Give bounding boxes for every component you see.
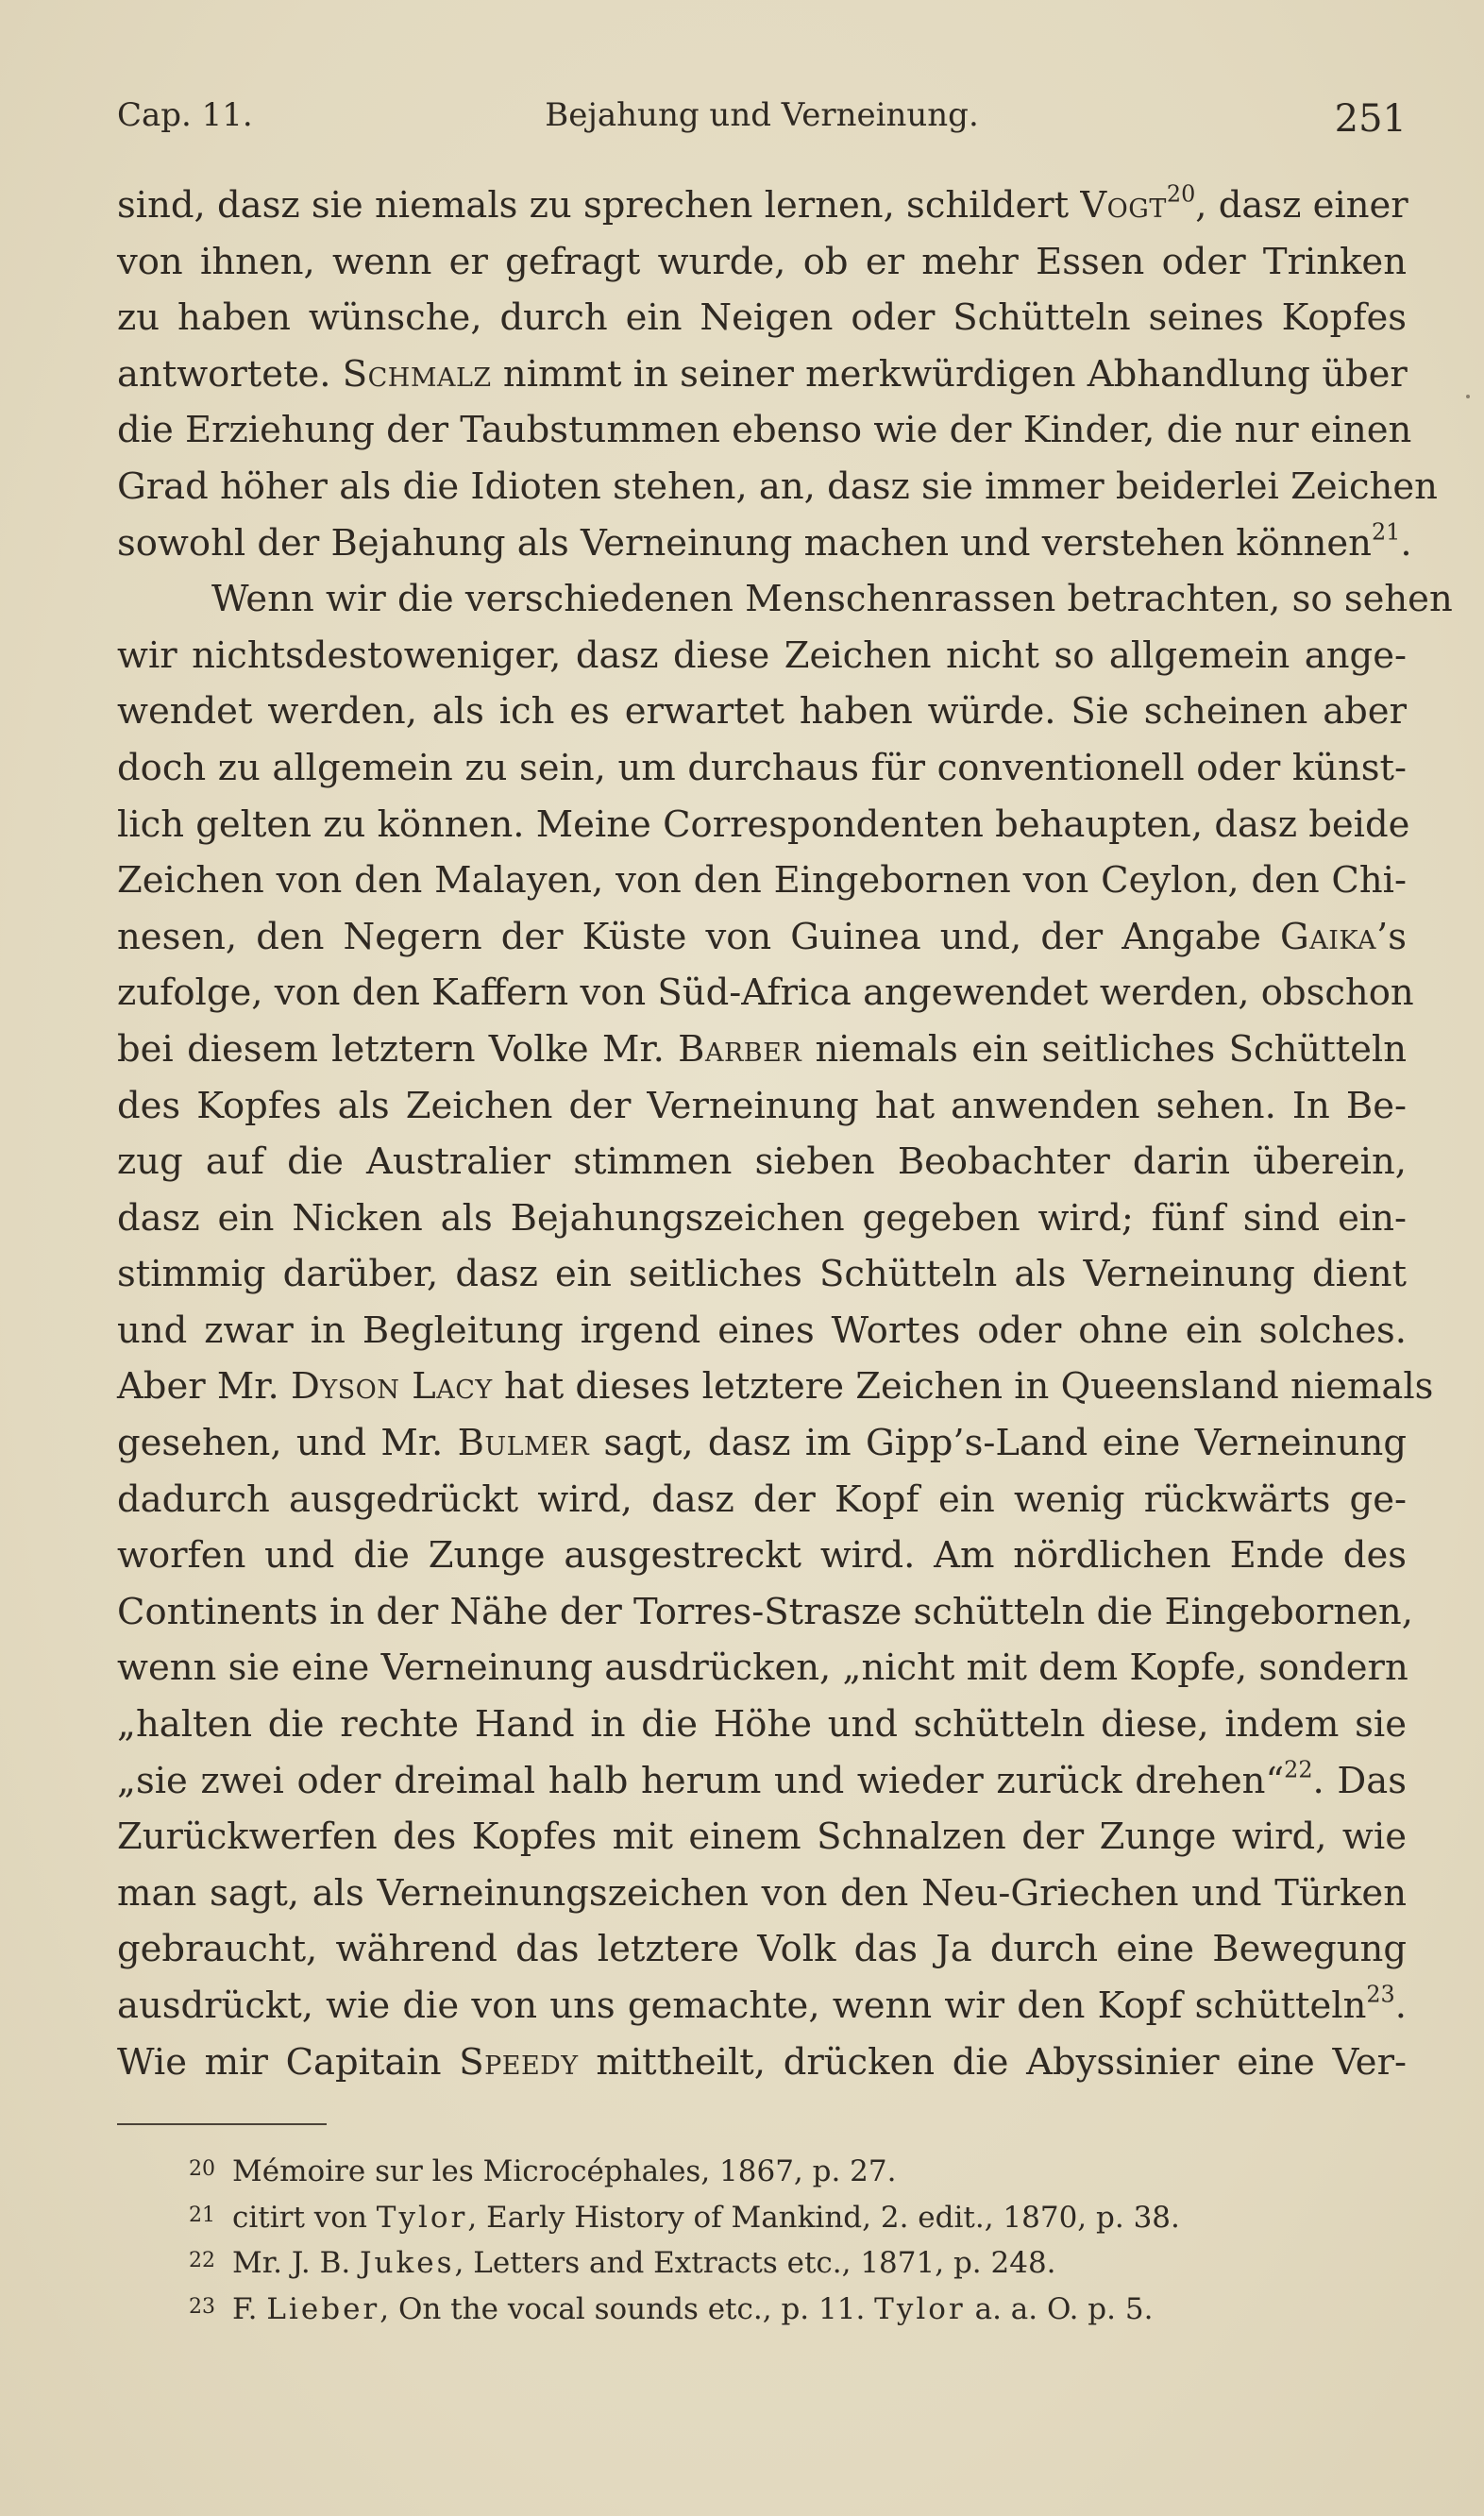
text-line xyxy=(117,1809,1407,1866)
text-run: des Kopfes als Zeichen der Verneinung hat anwenden sehen. In Be- xyxy=(117,1084,1407,1127)
text-line xyxy=(117,1921,1407,1978)
text-run: gebraucht, während das letztere Volk das Ja durch eine Bewegung xyxy=(117,1928,1407,1971)
footnote xyxy=(189,2193,1416,2239)
text-line xyxy=(117,1134,1407,1190)
text-line xyxy=(117,1303,1407,1359)
cited-author: Tylor xyxy=(376,2200,468,2235)
text-run: Wie mir Capitain xyxy=(117,2040,460,2084)
text-run: worfen und die Zunge ausgestreckt wird. Am nördlichen Ende des xyxy=(117,1534,1407,1578)
text-line xyxy=(117,459,1438,515)
author-name: Vogt xyxy=(1080,184,1167,227)
footnotes xyxy=(189,2147,1416,2330)
text-run: sind, dasz sie niemals zu sprechen lernen, schildert xyxy=(117,184,1081,227)
text-run: wir nichtsdestoweniger, dasz diese Zeichen nicht so allgemein ange- xyxy=(117,633,1407,677)
text-run: sowohl der Bejahung als Verneinung machen und verstehen können xyxy=(117,521,1372,565)
text-line xyxy=(117,1528,1407,1584)
text-run: stimmig darüber, dasz ein seitliches Schütteln als Verneinung dient xyxy=(117,1253,1407,1296)
text-run: a. a. O. p. 5. xyxy=(965,2291,1154,2326)
text-line xyxy=(117,234,1407,291)
text-line xyxy=(117,1866,1407,1922)
author-name: Bulmer xyxy=(457,1422,590,1465)
text-run: „halten die rechte Hand in die Höhe und schütteln diese, indem sie xyxy=(117,1703,1407,1747)
text-run: sagt, dasz im Gipp’s-Land eine Verneinung xyxy=(589,1422,1407,1465)
author-name: Speedy xyxy=(459,2040,579,2084)
text-run: . xyxy=(1400,521,1412,565)
text-run: Mémoire sur les Microcéphales, 1867, p. 27. xyxy=(232,2154,897,2188)
text-line xyxy=(117,290,1407,346)
text-line xyxy=(117,177,1407,234)
text-run: , On the vocal sounds etc., p. 11. xyxy=(379,2291,875,2326)
footnote-rule xyxy=(117,2123,327,2125)
text-line xyxy=(117,2035,1407,2091)
text-line xyxy=(117,1190,1407,1247)
paper-speck xyxy=(1466,395,1470,398)
text-run: Aber Mr. xyxy=(117,1365,291,1409)
cited-author: Tylor xyxy=(874,2291,966,2326)
text-run: die Erziehung der Taubstummen ebenso wie der Kinder, die nur einen xyxy=(117,409,1412,452)
text-run: bei diesem letztern Volke Mr. xyxy=(117,1027,679,1071)
text-line xyxy=(117,346,1407,403)
text-run: , Letters and Extracts etc., 1871, p. 248. xyxy=(454,2246,1056,2280)
text-run: , Early History of Mankind, 2. edit., 1870, p. 38. xyxy=(467,2200,1180,2235)
text-run: Wenn wir die verschiedenen Menschenrassen betrachten, so sehen xyxy=(211,578,1453,621)
text-run: citirt von xyxy=(232,2200,377,2235)
footnote-number: 22 xyxy=(189,2249,215,2272)
text-run: niemals ein seitliches Schütteln xyxy=(801,1027,1407,1071)
text-line xyxy=(117,515,1412,572)
footnote-number: 23 xyxy=(189,2294,215,2319)
text-run: nesen, den Negern der Küste von Guinea und, der Angabe xyxy=(117,915,1280,958)
text-line xyxy=(117,684,1407,740)
text-run: man sagt, als Verneinungszeichen von den Neu-Griechen und Türken xyxy=(117,1871,1407,1915)
text-run: zug auf die Australier stimmen sieben Beobachter darin überein, xyxy=(117,1140,1407,1184)
text-run: dasz ein Nicken als Bejahungszeichen gegeben wird; fünf sind ein- xyxy=(117,1196,1407,1240)
text-run: dadurch ausgedrückt wird, dasz der Kopf ein wenig rückwärts ge- xyxy=(117,1478,1407,1521)
text-line xyxy=(117,1978,1407,2035)
text-line xyxy=(117,965,1414,1022)
text-run: Continents in der Nähe der Torres-Strasze schütteln die Eingebornen, xyxy=(117,1590,1413,1633)
text-line xyxy=(117,1022,1407,1078)
text-run: wendet werden, als ich es erwartet haben würde. Sie scheinen aber xyxy=(117,690,1407,734)
text-line xyxy=(117,1472,1407,1528)
text-run: Mr. J. B. xyxy=(232,2246,361,2280)
text-run: nimmt in seiner merkwürdigen Abhandlung über xyxy=(491,352,1408,396)
text-run: ausdrückt, wie die von uns gemachte, wenn wir den Kopf schütteln xyxy=(117,1984,1367,2027)
body-text xyxy=(117,177,1453,2090)
footnote xyxy=(189,2285,1416,2331)
text-run: F. xyxy=(232,2291,267,2326)
text-run: antwortete. xyxy=(117,352,343,396)
author-name: Gaika xyxy=(1280,915,1376,958)
text-line xyxy=(117,628,1407,684)
text-run: „sie zwei oder dreimal halb herum und wieder zurück drehen“ xyxy=(117,1759,1285,1802)
text-line xyxy=(117,1640,1407,1697)
text-run: zu haben wünsche, durch ein Neigen oder Schütteln seines Kopfes xyxy=(117,296,1407,340)
text-run: hat dieses letztere Zeichen in Queensland niemals xyxy=(492,1365,1434,1409)
footnote-ref: 21 xyxy=(1371,517,1401,545)
text-line xyxy=(117,797,1410,853)
text-run: gesehen, und Mr. xyxy=(117,1422,458,1465)
footnote xyxy=(189,2238,1416,2285)
author-name: Barber xyxy=(678,1027,802,1071)
text-run: . xyxy=(1394,1984,1407,2027)
chapter-label: Cap. 11. xyxy=(117,96,253,134)
text-run: , dasz einer xyxy=(1195,184,1408,227)
text-run: ’s xyxy=(1376,915,1407,958)
text-run: zufolge, von den Kaffern von Süd-Africa angewendet werden, obschon xyxy=(117,971,1414,1015)
text-run: doch zu allgemein zu sein, um durchaus für conventionell oder künst- xyxy=(117,746,1407,789)
footnote-ref: 20 xyxy=(1166,180,1196,208)
text-run: lich gelten zu können. Meine Correspondenten behaupten, dasz beide xyxy=(117,802,1410,846)
text-run: . Das xyxy=(1312,1759,1408,1802)
footnote xyxy=(189,2147,1416,2193)
footnote-ref: 22 xyxy=(1284,1755,1313,1782)
text-run: und zwar in Begleitung irgend eines Wortes oder ohne ein solches. xyxy=(117,1309,1407,1352)
footnote-ref: 23 xyxy=(1366,1981,1395,2008)
text-line xyxy=(117,1415,1407,1472)
text-line xyxy=(117,402,1412,459)
text-run: von ihnen, wenn er gefragt wurde, ob er mehr Essen oder Trinken xyxy=(117,240,1407,283)
cited-author: Lieber xyxy=(266,2291,380,2326)
text-line xyxy=(117,1246,1407,1303)
text-run: Grad höher als die Idioten stehen, an, dasz sie immer beiderlei Zeichen xyxy=(117,464,1438,508)
cited-author: Jukes xyxy=(360,2246,455,2280)
text-line xyxy=(117,1584,1413,1641)
page-number: 251 xyxy=(1334,97,1407,141)
author-name: Dyson Lacy xyxy=(290,1365,493,1409)
text-line xyxy=(117,1359,1434,1415)
text-line xyxy=(117,571,1453,628)
text-line xyxy=(117,909,1407,966)
footnote-number: 21 xyxy=(189,2203,215,2227)
text-line xyxy=(117,740,1407,797)
author-name: Schmalz xyxy=(342,352,492,396)
text-run: Zurückwerfen des Kopfes mit einem Schnalzen der Zunge wird, wie xyxy=(117,1815,1407,1859)
footnote-number: 20 xyxy=(189,2157,215,2181)
running-title: Bejahung und Verneinung. xyxy=(545,96,979,134)
text-line xyxy=(117,1697,1407,1753)
text-line xyxy=(117,1753,1407,1810)
running-head xyxy=(117,87,1407,144)
text-line xyxy=(117,853,1407,909)
text-run: Zeichen von den Malayen, von den Eingebornen von Ceylon, den Chi- xyxy=(117,859,1407,903)
text-line xyxy=(117,1078,1407,1135)
text-run: mittheilt, drücken die Abyssinier eine Ver- xyxy=(578,2040,1407,2084)
text-run: wenn sie eine Verneinung ausdrücken, „nicht mit dem Kopfe, sondern xyxy=(117,1646,1408,1690)
